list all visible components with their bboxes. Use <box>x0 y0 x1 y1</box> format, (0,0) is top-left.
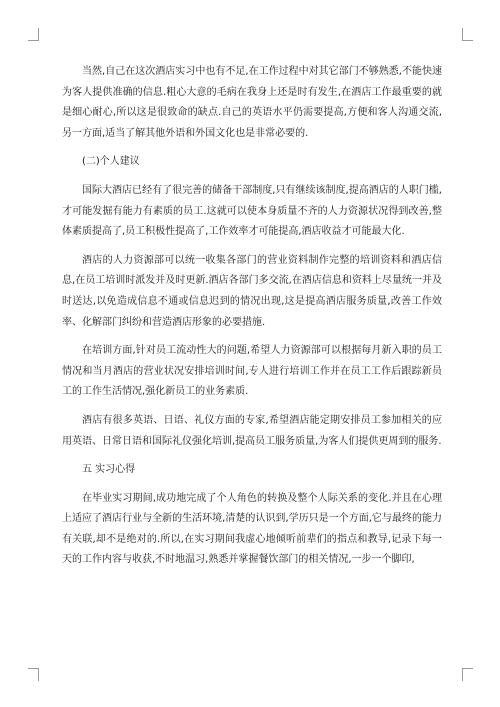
paragraph-training-schedule: 在培训方面,针对员工流动性大的问题,希望人力资源部可以根据每月新入职的员工情况和当月酒店的营业状况安排培训时间,专人进行培训工作并在员工工作后跟踪新员工的工作生活情况,强化新员工的业务素质. <box>62 345 442 398</box>
crop-mark-bottom-left <box>28 668 39 681</box>
section-heading-internship-reflections: 五 实习心得 <box>82 464 136 476</box>
crop-mark-bottom-right <box>462 668 473 681</box>
crop-mark-top-right <box>462 28 473 41</box>
section-heading-personal-suggestions: (二)个人建议 <box>82 156 140 168</box>
paragraph-reserve-cadre: 国际大酒店已经有了很完善的储备干部制度,只有继续该制度,提高酒店的人职门槛,才可能发掘有能力有素质的员工.这就可以使本身质量不齐的人力资源状况得到改善,整体素质提高了,员工积极性提高了,工作效率才可能提高,酒店收益才可能最大化. <box>62 184 442 238</box>
crop-mark-top-left <box>28 28 39 41</box>
document-body <box>62 62 442 579</box>
paragraph-language-training: 酒店有很多英语、日语、礼仪方面的专家,希望酒店能定期安排员工参加相关的应用英语、日常日语和国际礼仪强化培训,提高员工服务质量,为客人们提供更周到的服务. <box>62 414 442 447</box>
paragraph-shortcomings: 当然,自己在这次酒店实习中也有不足,在工作过程中对其它部门不够熟悉,不能快速为客人提供准确的信息.粗心大意的毛病在我身上还是时有发生,在酒店工作最重要的就是细心耐心,所以这是很致命的缺点.自己的英语水平仍需要提高,方便和客人沟通交流,另一方面,适当了解其他外语和外国文化也是非常必要的. <box>62 66 442 139</box>
paragraph-hr-training-materials: 酒店的人力资源部可以统一收集各部门的营业资料制作完整的培训资料和酒店信息,在员工培训时派发并及时更新.酒店各部门多交流,在酒店信息和资料上尽量统一并及时送达,以免造成信息不通或信息迟到的情况出现,这是提高酒店服务质量,改善工作效率、化解部门纠纷和营造酒店形象的必要措施. <box>62 254 442 328</box>
paragraph-internship-experience: 在毕业实习期间,成功地完成了个人角色的转换及整个人际关系的变化.并且在心理上适应了酒店行业与全新的生活环境,清楚的认识到,学历只是一个方面,它与最终的能力有关联,却不是绝对的.所以,在实习期间我虚心地倾听前辈们的指点和教导,记录下每一天的工作内容与收获,不时地温习,熟悉并掌握餐饮部门的相关情况,一步一个脚印, <box>62 492 442 566</box>
